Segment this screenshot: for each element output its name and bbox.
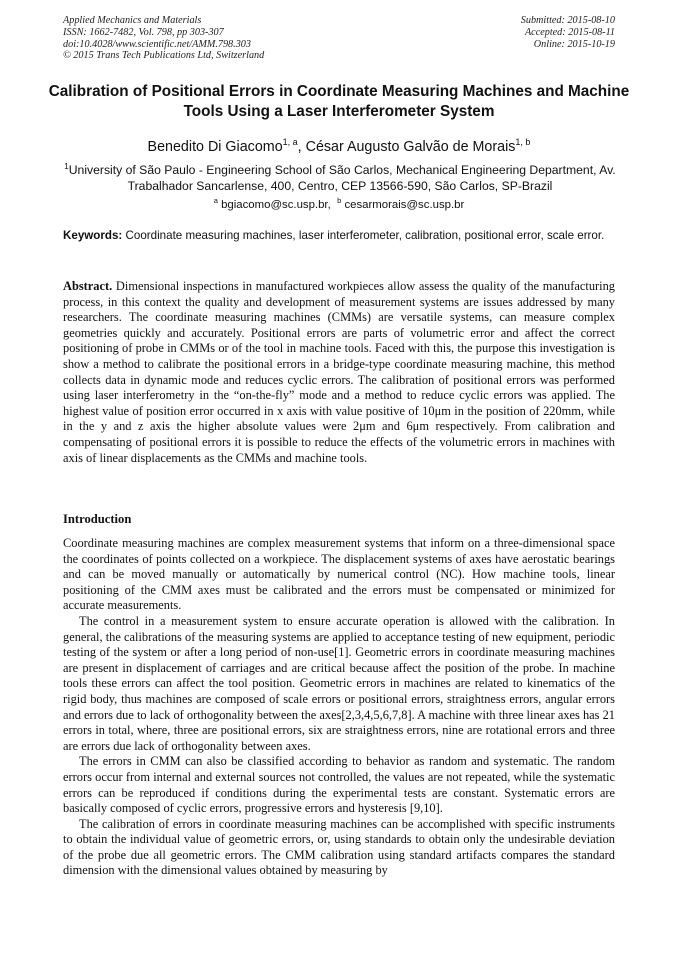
submission-dates bbox=[521, 15, 615, 50]
email-mark: b bbox=[337, 196, 342, 205]
email-link[interactable]: bgiacomo@sc.usp.br, bbox=[221, 199, 331, 211]
section-heading: Introduction bbox=[63, 512, 132, 526]
issn-line: ISSN: 1662-7482, Vol. 798, pp 303-307 bbox=[63, 26, 224, 38]
author-separator: , bbox=[297, 139, 306, 155]
author-list bbox=[40, 133, 638, 156]
paragraph: The control in a measurement system to ensure accurate operation is allowed with the calibration. In general, the calibrations of the measuring systems are applied to acceptance testing of new equipment, periodic testing of the system or after a long period of non-use[1]. Geometric errors in coordinate measuring machines are present in displacement of carriages and are critical because affect the position of the probe. In machine tools these errors can affect the tool position. Geometric errors in machines are related to kinematics of the rigid body, thus machines are composed of scale errors or positional errors, straightness errors, angular errors and errors due to lack of orthogonality between the axes[2,3,4,5,6,7,8]. A machine with three linear axes has 21 errors in total, where, three are positional errors, six are straightness errors, nine are rotational errors and three are errors due lack of orthogonality between axes. bbox=[63, 613, 615, 753]
abstract-text: Dimensional inspections in manufactured workpieces allow assess the quality of the manufacturing process, in this context the quality and development of measurement systems are issues addressed by many researchers. The coordinate measuring machines (CMMs) are versatile systems, can measure complex geometries quickly and accurately. Positional errors are parts of volumetric error and affect the correct positioning of probe in CMMs or of the tool in machine tools. Faced with this, the purpose this investigation is show a method to calibrate the positional errors in a bridge-type coordinate measuring machine, this method collects data in dynamic mode and reduces cyclic errors. The calibration of positional errors was performed using laser interferometry in the “on-the-fly” mode and a method to reduce cyclic errors was applied. The highest value of position error occurred in x axis with value positive of 10μm in the position of 220mm, while in the y and z axis the higher absolute values were 2μm and 6μm respectively. From calibration and compensating of positional errors it is possible to reduce the effects of the volumetric errors in machines with axis of linear displacements as the CMMs and machine tools. bbox=[63, 279, 615, 465]
accepted-date: Accepted: 2015-08-11 bbox=[524, 26, 615, 38]
journal-info bbox=[63, 15, 264, 62]
keywords bbox=[63, 228, 615, 243]
keywords-label: Keywords: bbox=[63, 229, 123, 242]
keywords-text: Coordinate measuring machines, laser interferometer, calibration, positional error, scale error. bbox=[125, 229, 605, 242]
author-affiliation-mark: 1, a bbox=[282, 137, 298, 147]
author-emails bbox=[40, 194, 638, 212]
author-affiliation-mark: 1, b bbox=[515, 137, 531, 147]
introduction-body bbox=[63, 536, 615, 879]
journal-name: Applied Mechanics and Materials bbox=[63, 15, 202, 26]
email-link[interactable]: cesarmorais@sc.usp.br bbox=[344, 199, 465, 211]
online-date: Online: 2015-10-19 bbox=[533, 38, 615, 50]
email-mark: a bbox=[213, 196, 218, 205]
abstract bbox=[63, 279, 615, 466]
paragraph: Coordinate measuring machines are complex measurement systems that inform on a three-dimensional space the coordinates of points collected on a workpiece. The displacement systems of axes have aerostatic bearings and can be moved manually or automatically by numerical control (NC). How machine tools, linear positioning of the CMM axes must be calibrated and the errors must be compensated or minimized for accurate measurements. bbox=[63, 536, 615, 613]
copyright-line: © 2015 Trans Tech Publications Ltd, Switzerland bbox=[63, 50, 265, 62]
paragraph: The errors in CMM can also be classified according to behavior as random and systematic. The random errors occur from internal and external sources not controlled, the values are not repeated, while the systematic errors can be reproduced if conditions during the experimental tests are constant. Systematic errors are basically composed of cyclic errors, progressive errors and hysteresis [9,10]. bbox=[63, 754, 615, 816]
affiliation-mark: 1 bbox=[64, 162, 69, 171]
affiliation-text: University of São Paulo - Engineering School of São Carlos, Mechanical Engineering Department, Av. Trabalhador Sancarlense, 400, Centro, CEP 13566-590, São Carlos, SP-Brazil bbox=[68, 163, 616, 193]
affiliation bbox=[60, 159, 620, 194]
doi-link[interactable]: doi:10.4028/www.scientific.net/AMM.798.303 bbox=[63, 38, 251, 50]
submitted-date: Submitted: 2015-08-10 bbox=[520, 15, 615, 26]
paper-title: Calibration of Positional Errors in Coordinate Measuring Machines and Machine Tools Using a Laser Interferometer System bbox=[48, 83, 630, 120]
author-name: Benedito Di Giacomo bbox=[147, 139, 283, 155]
author-name: César Augusto Galvão de Morais bbox=[305, 139, 516, 155]
paragraph: The calibration of errors in coordinate measuring machines can be accomplished with specific instruments to obtain the individual value of geometric errors, or, using standards to obtain only the undesirable deviation of the probe due all geometric errors. The CMM calibration using standard artifacts compares the standard dimension with the dimensional values obtained by measuring by bbox=[63, 816, 615, 878]
abstract-label: Abstract. bbox=[63, 279, 113, 293]
